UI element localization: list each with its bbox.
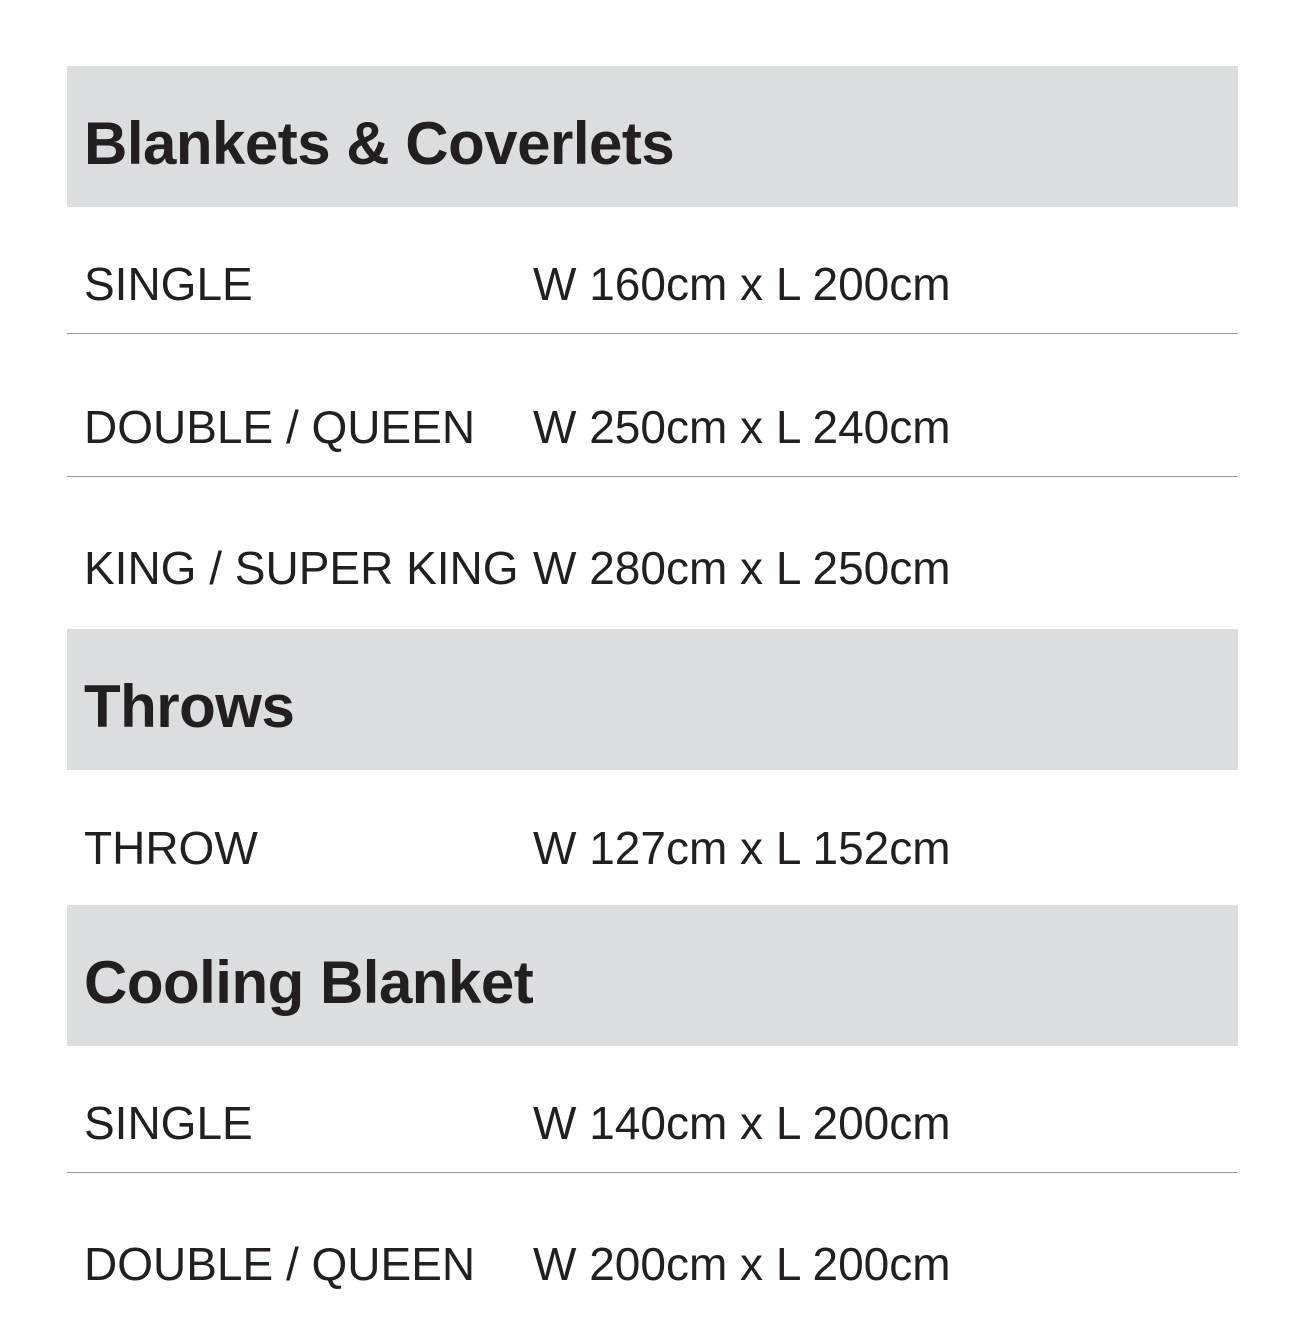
- section-title: Blankets & Coverlets: [84, 109, 675, 177]
- section-header-cooling-blanket: [67, 905, 1238, 1046]
- table-row: [67, 334, 1238, 477]
- section-header-blankets-coverlets: [67, 66, 1238, 207]
- table-row: [67, 770, 1238, 905]
- size-dimensions: W 250cm x L 240cm: [533, 401, 951, 453]
- size-label: KING / SUPER KING: [84, 542, 519, 594]
- size-chart-table: [67, 66, 1238, 1321]
- section-title: Cooling Blanket: [84, 948, 534, 1016]
- size-label: SINGLE: [84, 258, 253, 310]
- section-title: Throws: [84, 672, 295, 740]
- size-label: SINGLE: [84, 1097, 253, 1149]
- table-row: [67, 477, 1238, 629]
- size-dimensions: W 127cm x L 152cm: [533, 822, 951, 874]
- size-dimensions: W 140cm x L 200cm: [533, 1097, 951, 1149]
- section-header-throws: [67, 629, 1238, 770]
- size-dimensions: W 280cm x L 250cm: [533, 542, 951, 594]
- table-row: [67, 207, 1238, 334]
- size-dimensions: W 200cm x L 200cm: [533, 1238, 951, 1290]
- size-dimensions: W 160cm x L 200cm: [533, 258, 951, 310]
- table-row: [67, 1046, 1238, 1173]
- table-row: [67, 1173, 1238, 1321]
- size-label: THROW: [84, 822, 258, 874]
- size-label: DOUBLE / QUEEN: [84, 1238, 476, 1290]
- size-label: DOUBLE / QUEEN: [84, 401, 476, 453]
